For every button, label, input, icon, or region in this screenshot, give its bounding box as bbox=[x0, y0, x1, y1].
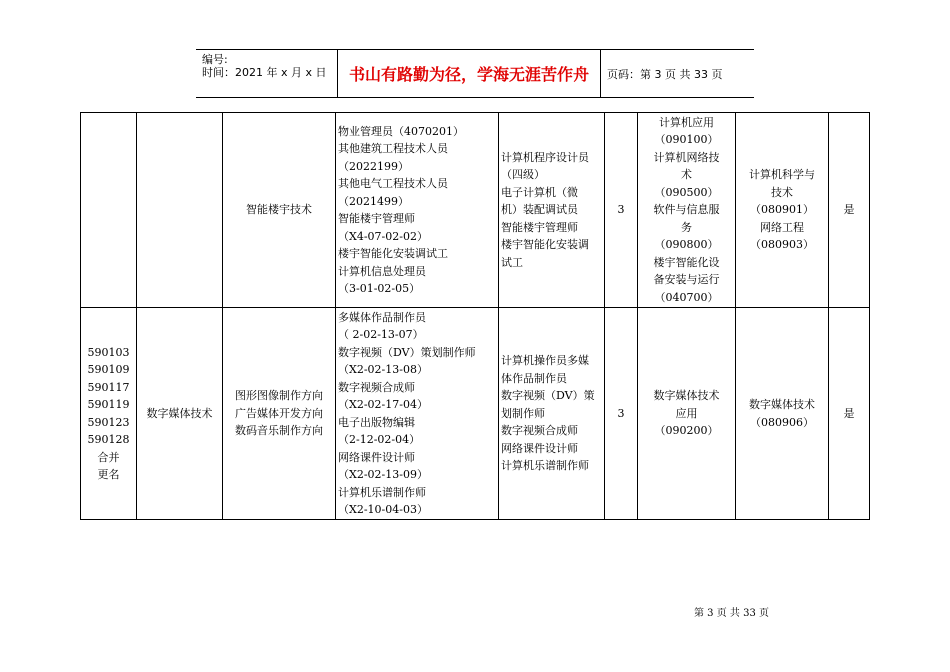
occupations-cell bbox=[336, 308, 499, 520]
cell-line: （090200） bbox=[654, 424, 719, 438]
cell-line: 计算机科学与 bbox=[749, 168, 815, 182]
page-footer: 第 3 页 共 33 页 bbox=[694, 608, 769, 619]
cell-line: （040700） bbox=[654, 290, 719, 304]
header-motto: 书山有路勤为径，学海无涯苦作舟 bbox=[337, 50, 601, 97]
cell-line: 技术 bbox=[771, 185, 793, 199]
cell-line: 网络课件设计师 bbox=[501, 441, 578, 455]
cell-line: 590109 bbox=[87, 363, 130, 376]
cell-line: （2-12-02-04） bbox=[338, 433, 421, 446]
cell-line: 合并 bbox=[97, 450, 120, 464]
cell-line: 智能楼宇管理师 bbox=[338, 212, 415, 225]
cell-line: 楼宇智能化设 bbox=[653, 255, 720, 269]
cell-line: 体作品制作员 bbox=[501, 371, 567, 385]
cell-line: 术 bbox=[681, 168, 692, 182]
cell-line: 590103 bbox=[87, 345, 130, 359]
cell-line: 计算机乐谱制作师 bbox=[501, 459, 589, 473]
years-cell: 3 bbox=[605, 113, 638, 308]
flag-cell: 是 bbox=[829, 113, 870, 308]
page-header bbox=[196, 49, 754, 98]
cell-line: 其他电气工程技术人员 bbox=[338, 177, 448, 190]
cell-line: 务 bbox=[681, 220, 692, 234]
direction-cell bbox=[223, 113, 336, 308]
cell-line: 计算机网络技 bbox=[653, 150, 720, 164]
cell-line: 楼宇智能化安装调 bbox=[501, 238, 589, 252]
cell-line: （X2-02-13-08） bbox=[338, 363, 428, 376]
undergrad-cell bbox=[736, 308, 829, 520]
cell-line: 智能楼宇技术 bbox=[246, 203, 312, 217]
cell-line: （3-01-02-05） bbox=[338, 282, 421, 295]
cell-line: 试工 bbox=[501, 255, 523, 269]
cell-line: 数字媒体技术 bbox=[653, 389, 720, 403]
cell-line: 数字视频（DV）策 bbox=[501, 389, 595, 403]
direction-cell bbox=[223, 308, 336, 520]
serial-label: 编号: bbox=[202, 53, 228, 66]
cell-line: （090800） bbox=[654, 238, 719, 252]
higher-voc-cell bbox=[638, 308, 736, 520]
flag-cell: 是 bbox=[829, 308, 870, 520]
cell-line: 计算机程序设计员 bbox=[501, 150, 589, 164]
codes-cell bbox=[81, 308, 137, 520]
major-cell: 数字媒体技术 bbox=[137, 308, 223, 520]
header-meta bbox=[196, 50, 337, 97]
cell-line: 数字视频（DV）策划制作师 bbox=[338, 345, 476, 359]
occupations-cell bbox=[336, 113, 499, 308]
undergrad-cell bbox=[736, 113, 829, 308]
cell-line: 计算机应用 bbox=[659, 115, 714, 129]
cell-line: 590128 bbox=[87, 433, 130, 446]
cell-line: （X2-10-04-03） bbox=[338, 503, 428, 516]
cell-line: 划制作师 bbox=[501, 406, 545, 420]
cell-line: （080903） bbox=[750, 238, 814, 252]
table-row bbox=[81, 113, 870, 308]
cell-line: 其他建筑工程技术人员 bbox=[338, 142, 448, 155]
certificates-cell bbox=[499, 308, 605, 520]
cell-line: （X2-02-17-04） bbox=[338, 398, 428, 411]
cell-line: 楼宇智能化安装调试工 bbox=[338, 247, 448, 260]
time-label: 时间：2021 年 x 月 x 日 bbox=[202, 66, 327, 79]
cell-line: 多媒体作品制作员 bbox=[338, 310, 426, 324]
higher-voc-cell bbox=[638, 113, 736, 308]
cell-line: 计算机信息处理员 bbox=[338, 264, 426, 278]
cell-line: （090100） bbox=[654, 133, 719, 147]
cell-line: 物业管理员（4070201） bbox=[338, 124, 464, 138]
major-cell bbox=[137, 113, 223, 308]
cell-line: 电子计算机（微 bbox=[501, 185, 578, 199]
cell-line: 网络课件设计师 bbox=[338, 450, 415, 464]
cell-line: 590117 bbox=[87, 380, 130, 394]
cell-line: 数字媒体技术 bbox=[749, 398, 815, 411]
cell-line: （X2-02-13-09） bbox=[338, 468, 428, 481]
cell-line: 590123 bbox=[87, 415, 130, 429]
cell-line: （080901） bbox=[750, 203, 814, 217]
cell-line: 计算机乐谱制作师 bbox=[338, 485, 426, 499]
cell-line: 数字视频合成师 bbox=[501, 424, 578, 438]
header-page-code: 页码：第 3 页 共 33 页 bbox=[607, 67, 723, 81]
codes-cell bbox=[81, 113, 137, 308]
cell-line: 590119 bbox=[87, 398, 130, 411]
cell-line: 广告媒体开发方向 bbox=[235, 406, 323, 420]
cell-line: （090500） bbox=[654, 185, 719, 199]
cell-line: 机）装配调试员 bbox=[501, 203, 578, 217]
cell-line: 软件与信息服 bbox=[653, 203, 720, 217]
cell-line: （ 2-02-13-07） bbox=[338, 328, 424, 341]
cell-line: （2021499） bbox=[338, 194, 409, 208]
cell-line: 计算机操作员多媒 bbox=[501, 354, 589, 368]
major-table bbox=[80, 112, 870, 520]
cell-line: 数字视频合成师 bbox=[338, 380, 415, 394]
cell-line: 电子出版物编辑 bbox=[338, 415, 415, 429]
cell-line: （2022199） bbox=[338, 159, 409, 173]
cell-line: （四级） bbox=[501, 168, 545, 182]
cell-line: 图形图像制作方向 bbox=[235, 389, 323, 403]
cell-line: 智能楼宇管理师 bbox=[501, 220, 578, 234]
years-cell: 3 bbox=[605, 308, 638, 520]
certificates-cell bbox=[499, 113, 605, 308]
cell-line: 更名 bbox=[97, 468, 120, 481]
cell-line: 数码音乐制作方向 bbox=[235, 424, 323, 438]
cell-line: 应用 bbox=[675, 406, 698, 420]
cell-line: 备安装与运行 bbox=[653, 273, 720, 287]
cell-line: 网络工程 bbox=[760, 220, 804, 234]
cell-line: （080906） bbox=[750, 415, 814, 429]
cell-line: （X4-07-02-02） bbox=[338, 229, 428, 243]
table-row bbox=[81, 308, 870, 520]
